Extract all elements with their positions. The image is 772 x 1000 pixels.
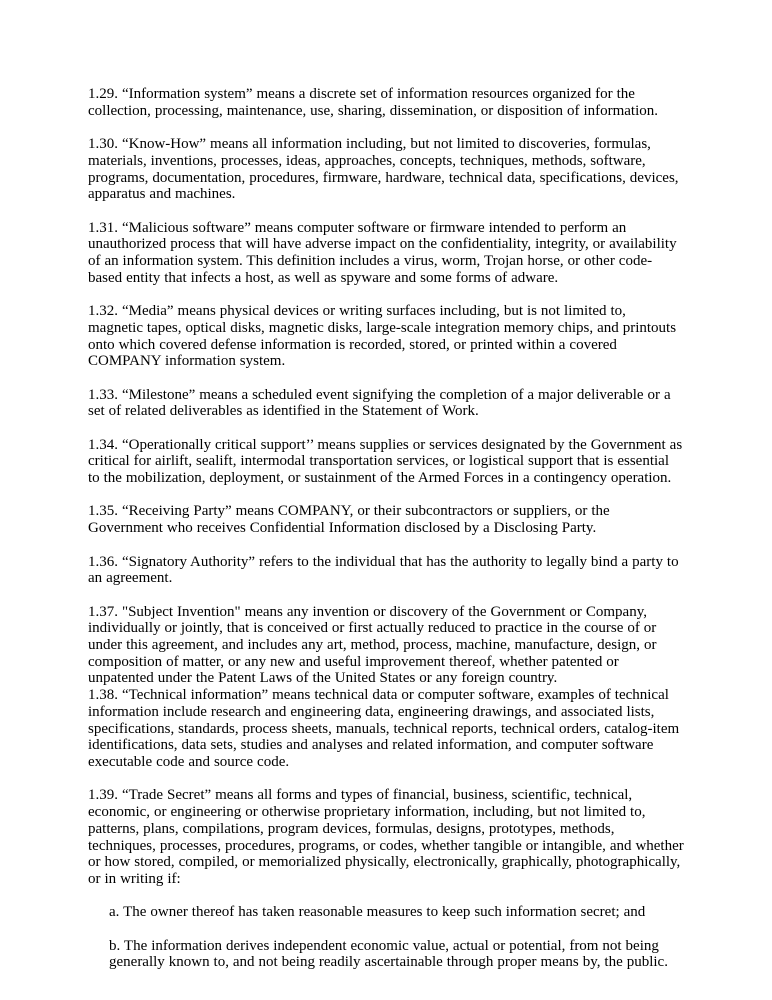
definition-paragraph-1-32: 1.32. “Media” means physical devices or writing surfaces including, but is not limited to, magnetic tapes, optical disks, magnetic disks, large-scale integration memory chips, and printouts onto which covered defense information is recorded, stored, or printed within a covered COMPANY information system. xyxy=(88,303,677,370)
list-item-b: b. The information derives independent economic value, actual or potential, from not being generally known to, and not being readily ascertainable through proper means by, the public. xyxy=(109,937,668,971)
list-item-a: a. The owner thereof has taken reasonable measures to keep such information secret; and xyxy=(109,904,646,921)
definition-paragraph-1-38: 1.38. “Technical information” means technical data or computer software, examples of technical information include research and engineering data, engineering drawings, and associated lists, specifications, standards, process sheets, manuals, technical reports, technical orders, catalog-item identifications, data sets, studies and analyses and related information, and computer software executable code and source code. xyxy=(88,687,680,770)
definition-paragraph-1-35: 1.35. “Receiving Party” means COMPANY, or their subcontractors or suppliers, or the Government who receives Confidential Information disclosed by a Disclosing Party. xyxy=(88,503,610,537)
definition-paragraph-1-29: 1.29. “Information system” means a discrete set of information resources organized for the collection, processing, maintenance, use, sharing, dissemination, or disposition of information. xyxy=(88,86,659,119)
definition-paragraph-1-39: 1.39. “Trade Secret” means all forms and types of financial, business, scientific, technical, economic, or engineering or otherwise proprietary information, including, but not limited to, patterns, plans, compilations, program devices, formulas, designs, prototypes, methods, techniques, processes, procedures, programs, or codes, whether tangible or intangible, and whether or how stored, compiled, or memorialized physically, electronically, graphically, photographically, or in writing if: xyxy=(88,787,684,887)
definition-paragraph-1-30: 1.30. “Know-How” means all information including, but not limited to discoveries, formulas, materials, inventions, processes, ideas, approaches, concepts, techniques, methods, software, programs, documentation, procedures, firmware, hardware, technical data, specifications, devices, apparatus and machines. xyxy=(88,136,679,203)
definition-paragraph-1-36: 1.36. “Signatory Authority” refers to the individual that has the authority to legally bind a party to an agreement. xyxy=(88,553,679,587)
definition-paragraph-1-31: 1.31. “Malicious software” means computer software or firmware intended to perform an unauthorized process that will have adverse impact on the confidentiality, integrity, or availability of an information system. This definition includes a virus, worm, Trojan horse, or other code-based entity that infects a host, as well as spyware and some forms of adware. xyxy=(88,219,677,286)
definition-paragraph-1-33: 1.33. “Milestone” means a scheduled event signifying the completion of a major deliverable or a set of related deliverables as identified in the Statement of Work. xyxy=(88,386,671,420)
definition-paragraph-1-37: 1.37. "Subject Invention" means any invention or discovery of the Government or Company, individually or jointly, that is conceived or first actually reduced to practice in the course of or under this agreement, and includes any art, method, process, machine, manufacture, design, or composition of matter, or any new and useful improvement thereof, whether patented or unpatented under the Patent Laws of the United States or any foreign country. xyxy=(88,603,657,687)
definition-paragraph-1-34: 1.34. “Operationally critical support’’ means supplies or services designated by the Government as critical for airlift, sealift, intermodal transportation services, or logistical support that is essential to the mobilization, deployment, or sustainment of the Armed Forces in a contingency operation. xyxy=(88,436,683,487)
